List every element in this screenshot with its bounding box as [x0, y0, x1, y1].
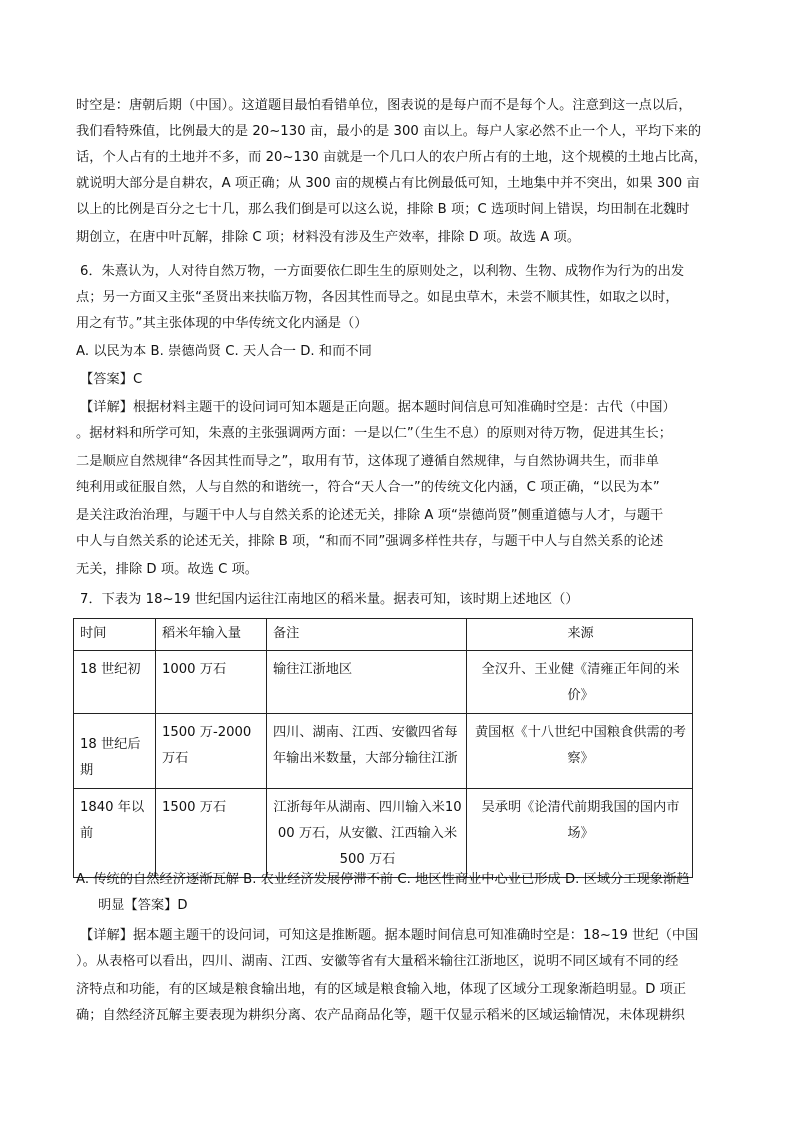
question-7-answer: 明显【答案】D [98, 898, 188, 913]
table-cell: 18 世纪初 [74, 651, 156, 714]
table-header-cell: 备注 [267, 619, 467, 651]
question-7-options: A. 传统的自然经济逐渐瓦解 B. 农业经济发展停滞不前 C. 地区性商业中心业已形成 D. 区域分工现象渐趋 [76, 872, 690, 887]
table-header-cell: 来源 [467, 619, 693, 651]
question-7-detail: ）。从表格可以看出，四川、湖南、江西、安徽等省有大量稻米输往江浙地区，说明不同区域有不同的经 [76, 954, 679, 969]
question-6-answer: 【答案】C [80, 372, 143, 387]
table-cell: 四川、湖南、江西、安徽四省每年输出米数量，大部分输往江浙 [267, 714, 467, 789]
question-6-detail: 无关，排除 D 项。故选 C 项。 [76, 562, 259, 577]
table-header-cell: 稻米年输入量 [156, 619, 267, 651]
table-cell: 1500 万石 [156, 789, 267, 878]
question-6-stem: 用之有节。”其主张体现的中华传统文化内涵是（） [76, 316, 368, 331]
table-cell: 1000 万石 [156, 651, 267, 714]
question-6-stem: 点；另一方面又主张“圣贤出来扶临万物，各因其性而导之。如昆虫草木，未尝不顺其性，如取之以时， [76, 290, 679, 305]
table-header-row [74, 619, 693, 651]
analysis-line: 期创立，在唐中叶瓦解，排除 C 项；材料没有涉及生产效率，排除 D 项。故选 A 项。 [76, 230, 581, 245]
question-7-detail: 确；自然经济瓦解主要表现为耕织分离、农产品商品化等，题干仅显示稻米的区域运输情况，未体现耕织 [76, 1008, 685, 1023]
question-6-detail: 中人与自然关系的论述无关，排除 B 项，“和而不同”强调多样性共存，与题干中人与自然关系的论述 [76, 534, 664, 549]
table-row [74, 789, 693, 878]
table-cell: 输往江浙地区 [267, 651, 467, 714]
table-row [74, 714, 693, 789]
analysis-line: 话，个人占有的土地并不多，而 20~130 亩就是一个几口人的农户所占有的土地，这个规模的土地占比高， [76, 150, 707, 165]
table-cell: 吴承明《论清代前期我国的国内市场》 [467, 789, 693, 878]
analysis-line: 以上的比例是百分之七十几，那么我们倒是可以这么说，排除 B 项；C 选项时间上错误，均田制在北魏时 [76, 202, 690, 217]
question-6-stem: 6．朱熹认为，人对待自然万物，一方面要依仁即生生的原则处之，以利物、生物、成物作为行为的出发 [80, 264, 685, 279]
table-cell: 黄国枢《十八世纪中国粮食供需的考察》 [467, 714, 693, 789]
question-7-detail: 【详解】据本题主题干的设问词，可知这是推断题。据本题时间信息可知准确时空是：18~19 世纪（中国 [80, 928, 699, 943]
table-row [74, 651, 693, 714]
table-cell: 全汉升、王业健《清雍正年间的米价》 [467, 651, 693, 714]
table-cell: 18 世纪后期 [74, 714, 156, 789]
question-6-detail: 纯利用或征服自然，人与自然的和谐统一，符合“天人合一”的传统文化内涵，C 项正确，“以民为本” [76, 480, 660, 495]
analysis-line: 时空是：唐朝后期（中国）。这道题目最怕看错单位，图表说的是每户而不是每个人。注意到这一点以后， [76, 98, 692, 113]
analysis-line: 就说明大部分是自耕农，A 项正确；从 300 亩的规模占有比例最低可知，土地集中并不突出，如果 300 亩 [76, 176, 700, 191]
question-7-detail: 济特点和功能，有的区域是粮食输出地，有的区域是粮食输入地，体现了区域分工现象渐趋明显。D 项正 [76, 982, 687, 997]
rice-import-table [73, 618, 693, 878]
question-6-detail: 是关注政治治理，与题干中人与自然关系的论述无关，排除 A 项“崇德尚贤”侧重道德与人才，与题干 [76, 508, 664, 523]
analysis-line: 我们看特殊值，比例最大的是 20~130 亩，最小的是 300 亩以上。每户人家必然不止一个人，平均下来的 [76, 124, 702, 139]
table-header-cell: 时间 [74, 619, 156, 651]
question-6-detail: 【详解】根据材料主题干的设问词可知本题是正向题。据本题时间信息可知准确时空是：古代（中国） [80, 400, 676, 415]
question-6-options: A. 以民为本 B. 崇德尚贤 C. 天人合一 D. 和而不同 [76, 344, 372, 359]
question-6-detail: 。据材料和所学可知，朱熹的主张强调两方面：一是以仁”（生生不息）的原则对待万物，促进其生长； [76, 426, 672, 441]
table-cell: 江浙每年从湖南、四川输入米1000 万石，从安徽、江西输入米 500 万石 [267, 789, 467, 878]
table-cell: 1840 年以前 [74, 789, 156, 878]
question-6-detail: 二是顺应自然规律“各因其性而导之”，取用有节，这体现了遵循自然规律，与自然协调共生，而非单 [76, 454, 659, 469]
table-cell: 1500 万-2000 万石 [156, 714, 267, 789]
question-7-stem: 7．下表为 18~19 世纪国内运往江南地区的稻米量。据表可知，该时期上述地区（） [80, 592, 579, 607]
